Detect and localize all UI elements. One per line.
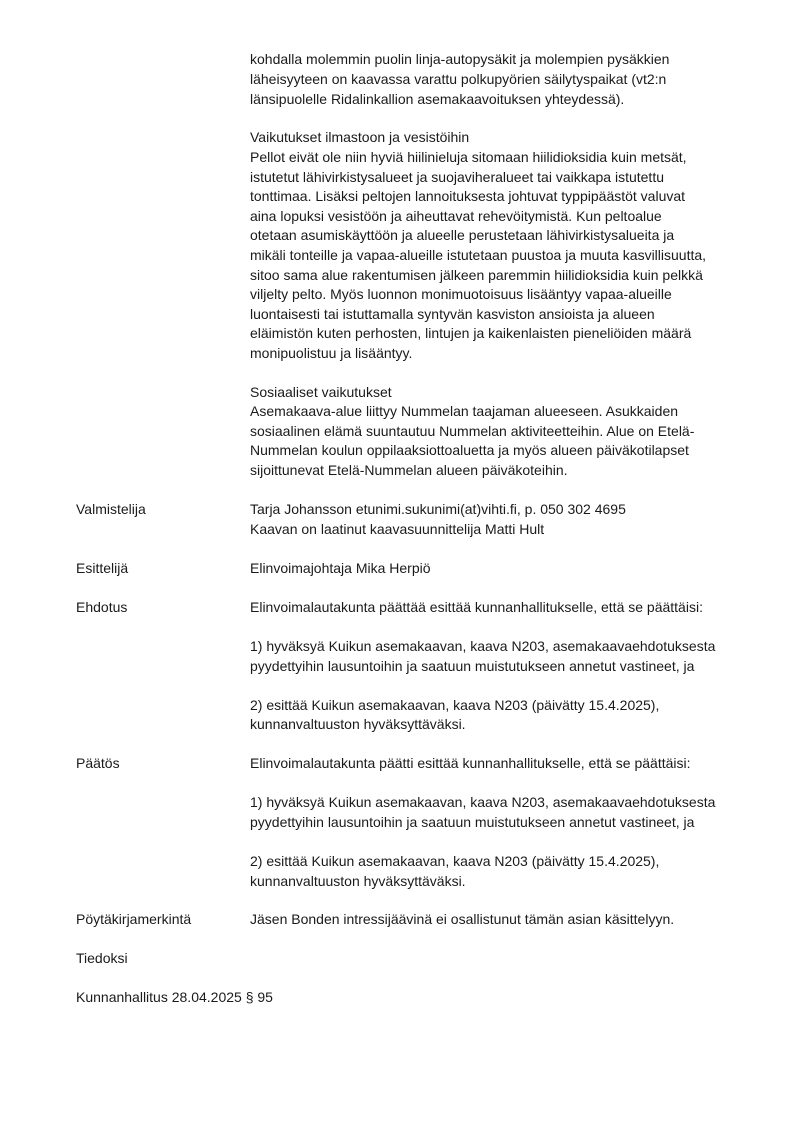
climate-line: mikäli tonteille ja vapaa-alueille istutetaan puustoa ja muuta kasvillisuutta,: [250, 247, 707, 263]
climate-line: aina lopuksi vesistöön ja aiheuttavat rehevöitymistä. Kun peltoalue: [250, 208, 662, 224]
proposal-label: Ehdotus: [76, 599, 128, 615]
decision-item-1: 1) hyväksyä Kuikun asemakaavan, kaava N203, asemakaavaehdotuksesta: [250, 794, 716, 810]
decision-item-1: pyydettyihin lausuntoihin ja saatuun muistutukseen annetut vastineet, ja: [250, 814, 695, 830]
board-reference: Kunnanhallitus 28.04.2025 § 95: [76, 989, 273, 1005]
decision-label: Päätös: [76, 755, 120, 771]
social-line: sijoittunevat Etelä-Nummelan alueen päiväkoteihin.: [250, 462, 568, 478]
proposal-item-2: 2) esittää Kuikun asemakaavan, kaava N203 (päivätty 15.4.2025),: [250, 697, 660, 713]
social-line: sosiaalinen elämä suuntautuu Nummelan aktiviteetteihin. Alue on Etelä-: [250, 423, 695, 439]
info-label: Tiedoksi: [76, 950, 128, 966]
intro-line: länsipuolelle Ridalinkallion asemakaavoituksen yhteydessä).: [250, 91, 625, 107]
minutes-note-label: Pöytäkirjamerkintä: [76, 911, 192, 927]
social-heading: Sosiaaliset vaikutukset: [250, 384, 392, 400]
preparer-note: Kaavan on laatinut kaavasuunnittelija Matti Hult: [250, 521, 545, 537]
preparer-label: Valmistelija: [76, 501, 146, 517]
climate-line: luontaisesti tai istuttamalla syntyvän kasviston ansioista ja alueen: [250, 306, 655, 322]
climate-line: viljelty pelto. Myös luonnon monimuotoisuus lisääntyy vapaa-alueille: [250, 286, 672, 302]
intro-line: läheisyyteen on kaavassa varattu polkupyörien säilytyspaikat (vt2:n: [250, 71, 667, 87]
climate-line: istutetut lähivirkistysalueet ja suojaviheralueet tai vaikkapa istutettu: [250, 169, 664, 185]
climate-line: monipuolistuu ja lisääntyy.: [250, 345, 413, 361]
decision-item-2: 2) esittää Kuikun asemakaavan, kaava N203 (päivätty 15.4.2025),: [250, 853, 660, 869]
decision-item-2: kunnanvaltuuston hyväksyttäväksi.: [250, 873, 466, 889]
climate-heading: Vaikutukset ilmastoon ja vesistöihin: [250, 129, 470, 145]
proposal-item-1: 1) hyväksyä Kuikun asemakaavan, kaava N203, asemakaavaehdotuksesta: [250, 638, 716, 654]
presenter-value: Elinvoimajohtaja Mika Herpiö: [250, 560, 431, 576]
climate-line: sitoo sama alue rakentumisen jälkeen paremmin hiilidioksidia kuin pelkkä: [250, 267, 703, 283]
preparer-contact: Tarja Johansson etunimi.sukunimi(at)vihti.fi, p. 050 302 4695: [250, 501, 626, 517]
climate-line: Pellot eivät ole niin hyviä hiilinieluja sitomaan hiilidioksidia kuin metsät,: [250, 149, 687, 165]
climate-line: tonttimaa. Lisäksi peltojen lannoituksesta johtuvat typpipäästöt valuvat: [250, 188, 686, 204]
proposal-item-1: pyydettyihin lausuntoihin ja saatuun muistutukseen annetut vastineet, ja: [250, 658, 695, 674]
climate-line: eläimistön kuten perhosten, lintujen ja kaikenlaisten pieneliöiden määrä: [250, 325, 692, 341]
proposal-item-2: kunnanvaltuuston hyväksyttäväksi.: [250, 716, 466, 732]
presenter-label: Esittelijä: [76, 560, 129, 576]
proposal-intro: Elinvoimalautakunta päättää esittää kunnanhallitukselle, että se päättäisi:: [250, 599, 703, 615]
social-line: Asemakaava-alue liittyy Nummelan taajaman alueeseen. Asukkaiden: [250, 403, 679, 419]
climate-line: otetaan asumiskäyttöön ja alueelle perustetaan lähivirkistysalueita ja: [250, 227, 675, 243]
social-line: Nummelan koulun oppilaaksiottoaluetta ja myös alueen päiväkotilapset: [250, 442, 689, 458]
intro-line: kohdalla molemmin puolin linja-autopysäkit ja molempien pysäkkien: [250, 51, 670, 67]
minutes-note-value: Jäsen Bonden intressijäävinä ei osallistunut tämän asian käsittelyyn.: [250, 911, 675, 927]
decision-intro: Elinvoimalautakunta päätti esittää kunnanhallitukselle, että se päättäisi:: [250, 755, 691, 771]
